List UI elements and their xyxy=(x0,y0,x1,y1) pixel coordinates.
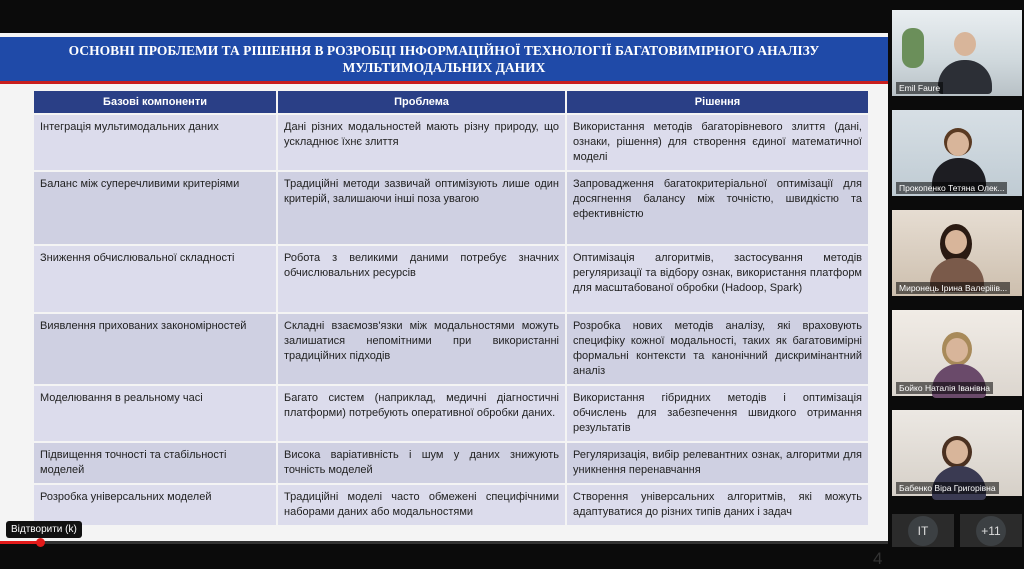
participant-avatar: IT xyxy=(908,516,938,546)
cell-solution: Використання методів багаторівневого злиття (дані, ознаки, рішення) для створення єдиної математичної моделі xyxy=(567,115,868,170)
cell-problem: Робота з великими даними потребує значних обчислювальних ресурсів xyxy=(278,246,565,312)
table-row xyxy=(34,172,868,244)
cell-problem: Складні взаємозв'язки між модальностями можуть залишатися непомітними при використанні традиційних підходів xyxy=(278,314,565,384)
cell-solution: Оптимізація алгоритмів, застосування методів регуляризації та відбору ознак, використання платформ для масштабованої обробки (Hadoop, Spark) xyxy=(567,246,868,312)
playback-progress-bar[interactable] xyxy=(0,541,888,544)
person-head xyxy=(946,440,968,464)
header-solution: Рішення xyxy=(567,91,868,113)
cell-component: Зниження обчислювальної складності xyxy=(34,246,276,312)
cell-solution: Розробка нових методів аналізу, які враховують специфіку кожної модальності, таких як багатовимірні формальні контексти та канонічний дискримінантний аналіз xyxy=(567,314,868,384)
participant-tile[interactable] xyxy=(892,10,1022,96)
presentation-slide xyxy=(0,33,888,568)
table-row xyxy=(34,485,868,525)
person-head xyxy=(947,132,969,156)
participant-avatar-tile[interactable] xyxy=(892,514,954,547)
slide-title xyxy=(0,37,888,84)
cell-problem: Висока варіативність і шум у даних знижують точність моделей xyxy=(278,443,565,483)
cell-component: Інтеграція мультимодальних даних xyxy=(34,115,276,170)
participant-name: Прокопенко Тетяна Олек... xyxy=(896,182,1007,194)
cell-problem: Традиційні методи зазвичай оптимізують лише один критерій, залишаючи інші поза увагою xyxy=(278,172,565,244)
header-problem: Проблема xyxy=(278,91,565,113)
cell-component: Виявлення прихованих закономірностей xyxy=(34,314,276,384)
participant-name: Бойко Наталія Іванівна xyxy=(896,382,993,394)
cell-solution: Створення універсальних алгоритмів, які можуть адаптуватися до різних типів даних і задач xyxy=(567,485,868,525)
more-participants-bar xyxy=(890,514,1024,547)
participant-tile[interactable] xyxy=(892,310,1022,396)
participant-name: Emil Faure xyxy=(896,82,943,94)
table-row xyxy=(34,314,868,384)
cell-solution: Запровадження багатокритеріальної оптимізації для досягнення балансу між точністю, швидкістю та ефективністю xyxy=(567,172,868,244)
cell-component: Моделювання в реальному часі xyxy=(34,386,276,441)
cell-component: Розробка універсальних моделей xyxy=(34,485,276,525)
participants-panel xyxy=(890,10,1024,547)
cell-problem: Традиційні моделі часто обмежені специфічними наборами даних або модальностями xyxy=(278,485,565,525)
table-row xyxy=(34,246,868,312)
slide-title-line-1: ОСНОВНІ ПРОБЛЕМИ ТА РІШЕННЯ В РОЗРОБЦІ ІНФОРМАЦІЙНОЇ ТЕХНОЛОГІЇ БАГАТОВИМІРНОГО АНАЛІЗУ xyxy=(68,43,820,58)
person-head xyxy=(945,230,967,254)
playback-scrub-handle[interactable] xyxy=(36,538,45,547)
cell-problem: Дані різних модальностей мають різну природу, що ускладнює їхнє злиття xyxy=(278,115,565,170)
slide-title-line-2: МУЛЬТИМОДАЛЬНИХ ДАНИХ xyxy=(342,60,546,75)
participant-tile[interactable] xyxy=(892,110,1022,196)
cell-component: Баланс між суперечливими критеріями xyxy=(34,172,276,244)
cell-component: Підвищення точності та стабільності моделей xyxy=(34,443,276,483)
table-row xyxy=(34,386,868,441)
participant-name: Бабенко Віра Григорівна xyxy=(896,482,999,494)
cell-solution: Використання гібридних методів і оптимізація обчислень для забезпечення швидкого отримання результатів xyxy=(567,386,868,441)
more-participants-button[interactable] xyxy=(960,514,1022,547)
participant-tile[interactable] xyxy=(892,210,1022,296)
header-components: Базові компоненти xyxy=(34,91,276,113)
person-head xyxy=(954,32,976,56)
table-header-row xyxy=(34,91,868,113)
play-tooltip: Відтворити (k) xyxy=(6,521,82,538)
cell-solution: Регуляризація, вибір релевантних ознак, алгоритми для уникнення перенавчання xyxy=(567,443,868,483)
participant-name: Миронець Ірина Валерііів... xyxy=(896,282,1010,294)
participant-tile[interactable] xyxy=(892,410,1022,496)
person-head xyxy=(946,338,968,362)
cell-problem: Багато систем (наприклад, медичні діагностичні платформи) потребують оперативної обробки даних. xyxy=(278,386,565,441)
table-row xyxy=(34,115,868,170)
slide-page-number: 4 xyxy=(873,549,883,568)
table-row xyxy=(34,443,868,483)
more-participants-count: +11 xyxy=(976,516,1006,546)
plant-shape xyxy=(902,28,924,68)
problems-solutions-table xyxy=(32,89,870,527)
playback-progress-fill xyxy=(0,541,40,544)
